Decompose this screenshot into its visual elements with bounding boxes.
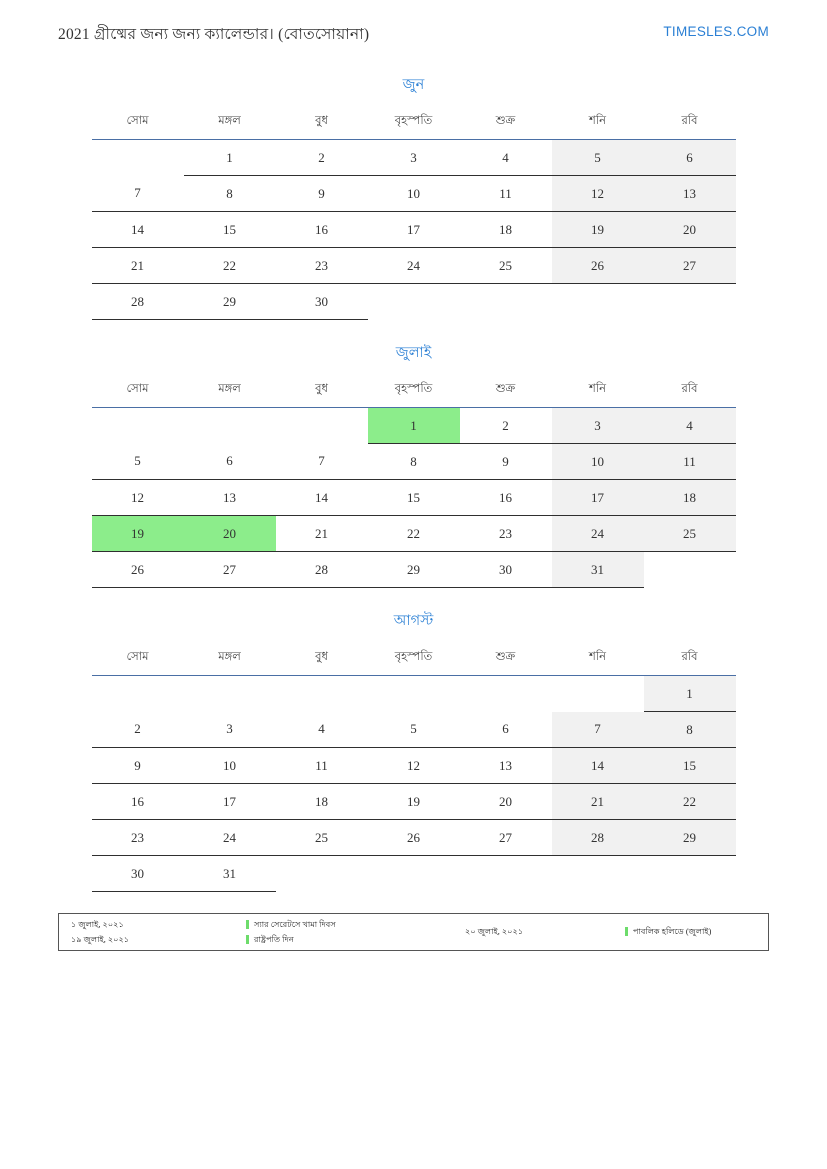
- day-cell: 13: [644, 176, 736, 212]
- day-cell: 10: [368, 176, 460, 212]
- day-cell: 13: [184, 480, 276, 516]
- day-cell: 23: [460, 516, 552, 552]
- day-cell: 25: [460, 248, 552, 284]
- week-row: [92, 516, 736, 552]
- day-cell: 31: [552, 552, 644, 588]
- day-cell: 12: [92, 480, 184, 516]
- day-cell: 3: [368, 140, 460, 176]
- day-cell: 10: [552, 444, 644, 480]
- day-cell: 26: [368, 820, 460, 856]
- day-cell: 15: [644, 748, 736, 784]
- holiday-swatch-icon: [246, 920, 249, 929]
- day-cell: 14: [92, 212, 184, 248]
- day-cell: 16: [460, 480, 552, 516]
- month-table: [92, 646, 736, 892]
- day-cell: 11: [276, 748, 368, 784]
- day-cell: 8: [644, 712, 736, 748]
- legend-date: ২০ জুলাই, ২০২১: [465, 927, 524, 937]
- day-cell: 27: [644, 248, 736, 284]
- legend-label: স্যার সেরেটসে খামা দিবস: [254, 920, 336, 930]
- day-cell-holiday: 19: [92, 516, 184, 552]
- day-cell: 16: [92, 784, 184, 820]
- empty-cell: [368, 284, 460, 320]
- day-cell: 7: [552, 712, 644, 748]
- empty-cell: [460, 284, 552, 320]
- legend-item: [71, 935, 246, 944]
- weekday-header-row: [92, 646, 736, 676]
- empty-cell: [460, 856, 552, 892]
- week-row: [92, 284, 736, 320]
- day-cell: 29: [368, 552, 460, 588]
- day-cell: 13: [460, 748, 552, 784]
- weekday-header: শুক্র: [460, 110, 552, 140]
- day-cell: 11: [460, 176, 552, 212]
- weekday-header: মঙ্গল: [184, 378, 276, 408]
- legend-item: [71, 920, 246, 929]
- legend-date: ১৯ জুলাই, ২০২১: [71, 934, 130, 944]
- week-row: [92, 140, 736, 176]
- empty-cell: [644, 552, 736, 588]
- week-row: [92, 408, 736, 444]
- day-cell: 30: [92, 856, 184, 892]
- weekday-header: রবি: [644, 646, 736, 676]
- weekday-header: বুধ: [276, 646, 368, 676]
- day-cell: 18: [644, 480, 736, 516]
- day-cell: 20: [644, 212, 736, 248]
- day-cell: 25: [276, 820, 368, 856]
- legend-names-column-1: [246, 920, 451, 943]
- day-cell: 7: [276, 444, 368, 480]
- day-cell: 28: [552, 820, 644, 856]
- empty-cell: [276, 408, 368, 444]
- weekday-header-row: [92, 378, 736, 408]
- legend-item: [246, 920, 451, 929]
- day-cell: 28: [92, 284, 184, 320]
- empty-cell: [92, 140, 184, 176]
- day-cell: 22: [368, 516, 460, 552]
- empty-cell: [184, 676, 276, 712]
- weekday-header: সোম: [92, 378, 184, 408]
- empty-cell: [92, 676, 184, 712]
- day-cell: 30: [460, 552, 552, 588]
- day-cell: 18: [276, 784, 368, 820]
- day-cell: 5: [552, 140, 644, 176]
- week-row: [92, 212, 736, 248]
- day-cell: 28: [276, 552, 368, 588]
- day-cell: 24: [368, 248, 460, 284]
- weekday-header: মঙ্গল: [184, 110, 276, 140]
- site-brand[interactable]: TIMESLES.COM: [663, 24, 769, 39]
- day-cell: 9: [276, 176, 368, 212]
- day-cell: 20: [460, 784, 552, 820]
- week-row: [92, 748, 736, 784]
- week-row: [92, 480, 736, 516]
- empty-cell: [644, 856, 736, 892]
- day-cell: 15: [184, 212, 276, 248]
- day-cell: 7: [92, 176, 184, 212]
- month-block: [58, 74, 769, 320]
- day-cell: 23: [92, 820, 184, 856]
- empty-cell: [368, 856, 460, 892]
- week-row: [92, 444, 736, 480]
- day-cell: 17: [368, 212, 460, 248]
- day-cell: 12: [552, 176, 644, 212]
- day-cell: 22: [644, 784, 736, 820]
- weekday-header: সোম: [92, 646, 184, 676]
- page-header: [58, 22, 769, 48]
- weekday-header: শুক্র: [460, 646, 552, 676]
- months-container: [58, 74, 769, 892]
- day-cell: 21: [276, 516, 368, 552]
- day-cell: 9: [92, 748, 184, 784]
- day-cell: 9: [460, 444, 552, 480]
- weekday-header: শুক্র: [460, 378, 552, 408]
- week-row: [92, 784, 736, 820]
- weekday-header: মঙ্গল: [184, 646, 276, 676]
- legend-date: ১ জুলাই, ২০২১: [71, 920, 124, 930]
- day-cell: 29: [184, 284, 276, 320]
- holiday-swatch-icon: [246, 935, 249, 944]
- day-cell: 12: [368, 748, 460, 784]
- day-cell: 6: [460, 712, 552, 748]
- day-cell: 24: [184, 820, 276, 856]
- day-cell: 27: [460, 820, 552, 856]
- day-cell: 21: [552, 784, 644, 820]
- week-row: [92, 856, 736, 892]
- legend-label: রাষ্ট্রপতি দিন: [254, 934, 294, 944]
- legend-dates-column-2: [451, 927, 625, 936]
- day-cell: 6: [644, 140, 736, 176]
- day-cell: 29: [644, 820, 736, 856]
- day-cell: 4: [460, 140, 552, 176]
- empty-cell: [552, 676, 644, 712]
- weekday-header: শনি: [552, 646, 644, 676]
- week-row: [92, 176, 736, 212]
- week-row: [92, 820, 736, 856]
- empty-cell: [368, 676, 460, 712]
- legend-box: [58, 913, 769, 951]
- month-title: জুন: [402, 77, 425, 93]
- page-title: 2021 গ্রীষ্মের জন্য জন্য ক্যালেন্ডার। (বোতসোয়ানা): [58, 26, 370, 43]
- day-cell: 30: [276, 284, 368, 320]
- empty-cell: [552, 284, 644, 320]
- legend-label: পাবলিক হলিডে (জুলাই): [633, 927, 712, 937]
- month-title: জুলাই: [395, 345, 432, 361]
- weekday-header: বুধ: [276, 110, 368, 140]
- day-cell: 4: [276, 712, 368, 748]
- month-block: [58, 610, 769, 892]
- weekday-header: বৃহস্পতি: [368, 646, 460, 676]
- week-row: [92, 552, 736, 588]
- day-cell: 19: [552, 212, 644, 248]
- day-cell: 31: [184, 856, 276, 892]
- day-cell: 3: [184, 712, 276, 748]
- day-cell: 5: [92, 444, 184, 480]
- day-cell: 27: [184, 552, 276, 588]
- day-cell: 10: [184, 748, 276, 784]
- day-cell: 1: [644, 676, 736, 712]
- weekday-header: রবি: [644, 110, 736, 140]
- day-cell: 15: [368, 480, 460, 516]
- day-cell: 26: [552, 248, 644, 284]
- day-cell: 21: [92, 248, 184, 284]
- weekday-header: রবি: [644, 378, 736, 408]
- legend-item: [246, 935, 451, 944]
- empty-cell: [92, 408, 184, 444]
- legend-dates-column-1: [65, 920, 246, 943]
- day-cell: 4: [644, 408, 736, 444]
- day-cell: 6: [184, 444, 276, 480]
- month-table: [92, 110, 736, 320]
- day-cell-holiday: 1: [368, 408, 460, 444]
- day-cell: 16: [276, 212, 368, 248]
- day-cell: 1: [184, 140, 276, 176]
- weekday-header: সোম: [92, 110, 184, 140]
- legend-item: [625, 927, 762, 936]
- day-cell: 18: [460, 212, 552, 248]
- day-cell: 8: [184, 176, 276, 212]
- weekday-header: বুধ: [276, 378, 368, 408]
- day-cell: 2: [92, 712, 184, 748]
- weekday-header: শনি: [552, 378, 644, 408]
- day-cell: 24: [552, 516, 644, 552]
- empty-cell: [184, 408, 276, 444]
- legend-item: [465, 927, 625, 936]
- weekday-header: বৃহস্পতি: [368, 110, 460, 140]
- holiday-swatch-icon: [625, 927, 628, 936]
- day-cell: 3: [552, 408, 644, 444]
- empty-cell: [276, 856, 368, 892]
- day-cell: 26: [92, 552, 184, 588]
- day-cell: 17: [552, 480, 644, 516]
- empty-cell: [552, 856, 644, 892]
- month-title: আগস্ট: [393, 613, 434, 629]
- week-row: [92, 676, 736, 712]
- day-cell: 14: [276, 480, 368, 516]
- empty-cell: [644, 284, 736, 320]
- empty-cell: [460, 676, 552, 712]
- day-cell: 17: [184, 784, 276, 820]
- week-row: [92, 248, 736, 284]
- day-cell: 25: [644, 516, 736, 552]
- day-cell: 2: [276, 140, 368, 176]
- week-row: [92, 712, 736, 748]
- month-table: [92, 378, 736, 588]
- day-cell: 14: [552, 748, 644, 784]
- day-cell: 2: [460, 408, 552, 444]
- day-cell: 23: [276, 248, 368, 284]
- day-cell: 19: [368, 784, 460, 820]
- day-cell-holiday: 20: [184, 516, 276, 552]
- day-cell: 8: [368, 444, 460, 480]
- empty-cell: [276, 676, 368, 712]
- weekday-header: শনি: [552, 110, 644, 140]
- day-cell: 11: [644, 444, 736, 480]
- month-block: [58, 342, 769, 588]
- weekday-header: বৃহস্পতি: [368, 378, 460, 408]
- weekday-header-row: [92, 110, 736, 140]
- legend-names-column-2: [625, 927, 762, 936]
- day-cell: 22: [184, 248, 276, 284]
- day-cell: 5: [368, 712, 460, 748]
